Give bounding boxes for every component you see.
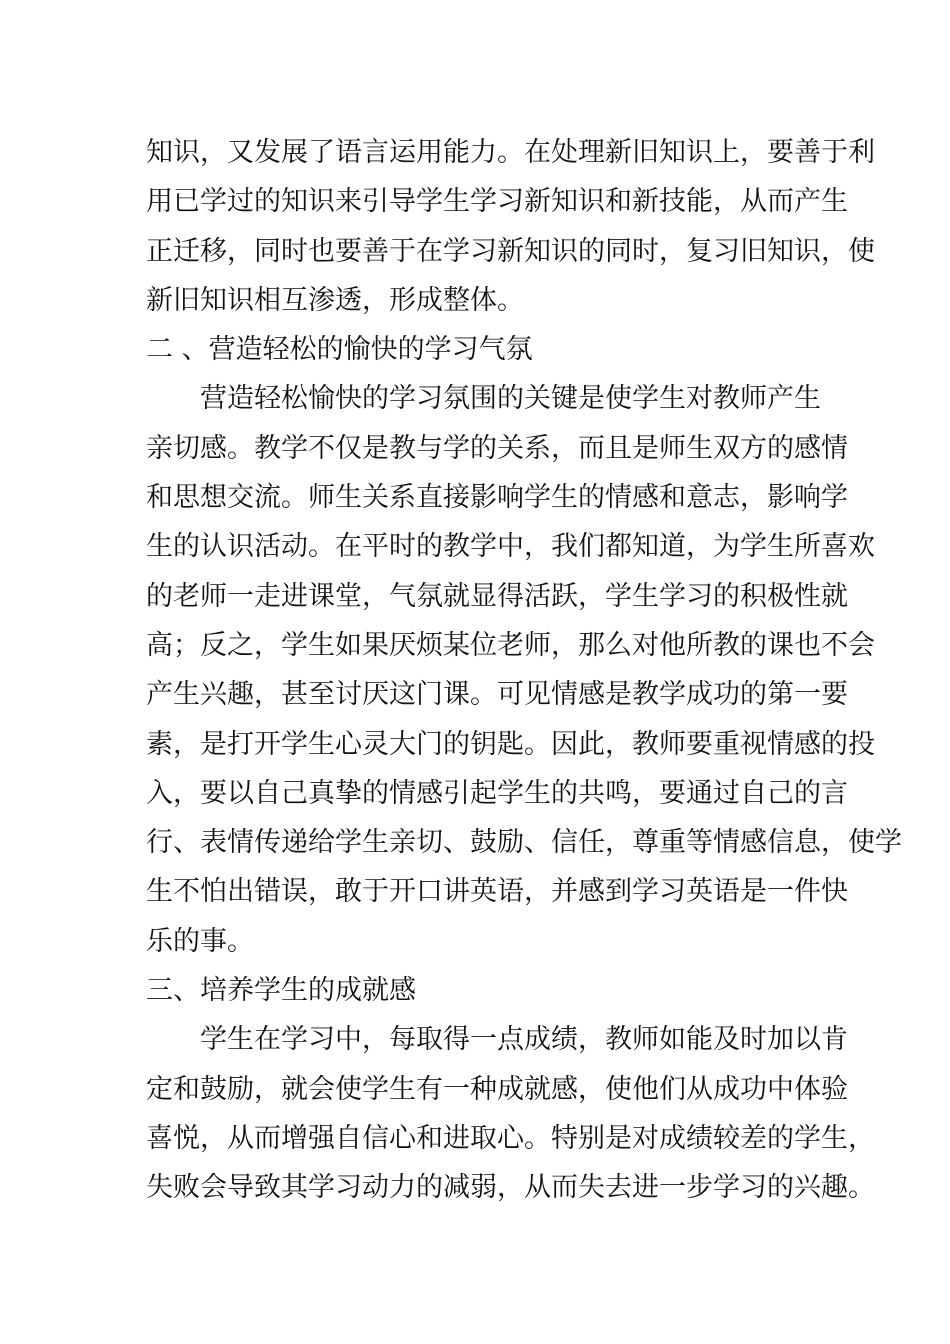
text-line: 知识，又发展了语言运用能力。在处理新旧知识上，要善于利 [146,137,875,168]
text-line: 定和鼓励，就会使学生有一种成就感，使他们从成功中体验 [146,1073,848,1105]
section-heading-2: 二 、营造轻松的愉快的学习气氛 [146,334,533,366]
text-line: 亲切感。教学不仅是教与学的关系，而且是师生双方的感情 [146,432,848,464]
section-heading-3: 三、培养学生的成就感 [146,975,416,1007]
text-line: 新旧知识相互渗透，形成整体。 [146,284,524,316]
text-line: 喜悦，从而增强自信心和进取心。特别是对成绩较差的学生， [146,1122,875,1154]
text-line: 高；反之，学生如果厌烦某位老师，那么对他所教的课也不会 [146,629,875,661]
text-line: 营造轻松愉快的学习氛围的关键是使学生对教师产生 [200,383,821,415]
text-line: 学生在学习中，每取得一点成绩，教师如能及时加以肯 [200,1024,848,1056]
text-line: 入，要以自己真挚的情感引起学生的共鸣，要通过自己的言 [146,777,848,809]
text-line: 生的认识活动。在平时的教学中，我们都知道，为学生所喜欢 [146,531,875,563]
text-line: 的老师一走进课堂，气氛就显得活跃，学生学习的积极性就 [146,580,848,612]
paragraph-1 [146,128,875,325]
text-line: 和思想交流。师生关系直接影响学生的情感和意志，影响学 [146,482,848,514]
paragraph-2 [146,374,902,966]
text-line: 素，是打开学生心灵大门的钥匙。因此，教师要重视情感的投 [146,728,875,760]
text-line: 失败会导致其学习动力的减弱，从而失去进一步学习的兴趣。 [146,1172,875,1204]
text-line: 正迁移，同时也要善于在学习新知识的同时，复习旧知识，使 [146,235,875,267]
document-body [146,128,902,1213]
text-line: 行、表情传递给学生亲切、鼓励、信任，尊重等情感信息，使学 [146,827,902,859]
text-line: 乐的事。 [146,925,254,957]
paragraph-3 [146,1015,875,1212]
text-line: 产生兴趣，甚至讨厌这门课。可见情感是教学成功的第一要 [146,679,848,711]
text-line: 生不怕出错误，敢于开口讲英语，并感到学习英语是一件快 [146,876,848,908]
text-line: 用已学过的知识来引导学生学习新知识和新技能，从而产生 [146,186,848,218]
